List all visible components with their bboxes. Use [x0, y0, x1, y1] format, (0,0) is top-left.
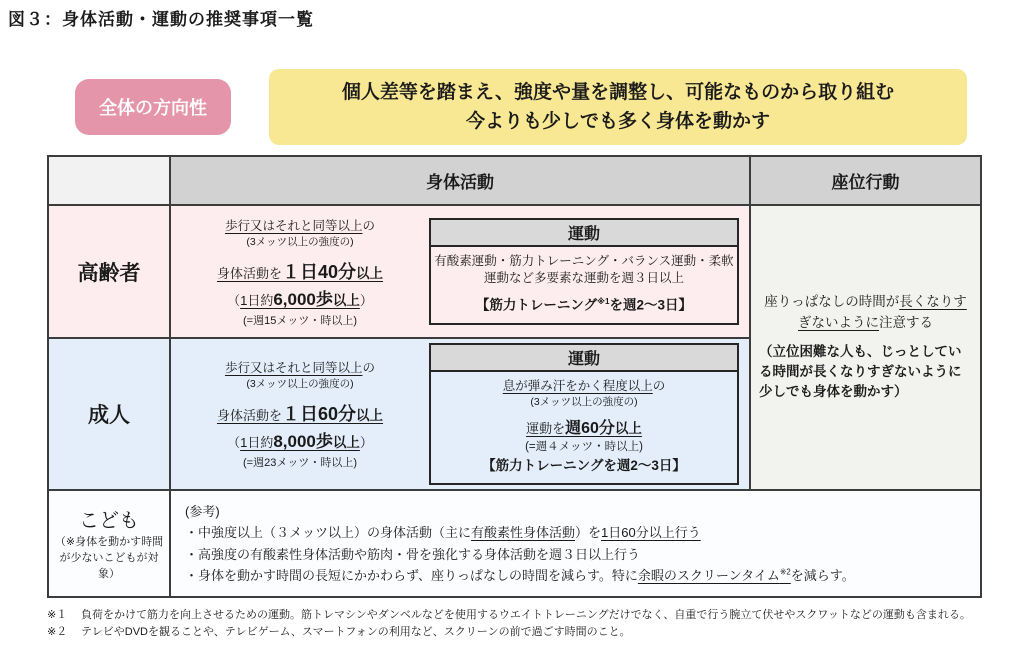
sedentary-main-text: 座りっぱなしの時間が長くなりすぎないように注意する: [764, 294, 967, 330]
adult-intensity-note: (3メッツ以上の強度の): [246, 378, 354, 390]
column-header-physical-activity: [171, 157, 749, 204]
elderly-activity-text: [171, 216, 429, 328]
sedentary-behavior-cell: [751, 206, 980, 489]
row-header-children: [49, 491, 169, 596]
sedentary-note-text: （立位困難な人も、じっとしている時間が長くなりすぎないように少しでも身体を動かす）: [759, 343, 962, 400]
footnote-1-text: 負荷をかけて筋力を向上させるための運動。筋トレマシンやダンベルなどを使用するウエイトトレーニングだけでなく、自重で行う腕立て伏せやスクワットなどの運動も含まれる。: [81, 609, 971, 621]
adult-activity-target: 身体活動を１日60分以上: [216, 404, 384, 424]
elderly-exercise-box-title: 運動: [431, 220, 737, 247]
elderly-label: 高齢者: [77, 261, 141, 285]
physical-activity-header-text: 身体活動: [426, 173, 494, 192]
adult-strength-training: 【筋力トレーニングを週2～3日】: [482, 457, 686, 473]
corner-cell: [49, 157, 169, 204]
adult-steps-target: （1日約8,000歩以上）: [227, 432, 373, 451]
children-label: こども: [79, 510, 139, 533]
children-reference-label: (参考): [185, 504, 220, 520]
adult-label: 成人: [88, 404, 130, 427]
adult-exercise-box-title: 運動: [431, 345, 737, 372]
footnote-ref-1: ※1: [597, 297, 610, 307]
children-bullet-3: ・身体を動かす時間の長短にかかわらず、座りっぱなしの時間を減らす。特に余暇のスクリーンタイム$^{※2}$を減らす。: [185, 567, 855, 583]
elderly-intensity-note: (3メッツ以上の強度の): [246, 235, 354, 248]
footnote-1-marker: ※１: [47, 609, 68, 621]
children-bullet-1: ・中強度以上（３メッツ以上）の身体活動（主に有酸素性身体活動）を1日60分以上行う: [185, 525, 701, 541]
adult-exercise-mets-note: (=週４メッツ・時以上): [525, 440, 643, 453]
overall-direction-label-text: 全体の方向性: [99, 98, 207, 118]
overall-direction-box: [269, 69, 967, 145]
footnote-2-text: テレビやDVDを観ることや、テレビゲーム、スマートフォンの利用など、スクリーンの前で過ごす時間のこと。: [81, 626, 631, 639]
direction-line1: 個人差等を踏まえ、強度や量を調整し、可能なものから取り組む: [341, 82, 895, 103]
column-header-sedentary: [751, 157, 980, 204]
elderly-activity-target: 身体活動を１日40分以上: [216, 261, 384, 282]
sedentary-header-text: 座位行動: [831, 173, 900, 192]
adult-activity-cell: [171, 339, 749, 489]
children-content-cell: [171, 491, 980, 596]
elderly-walk-line: 歩行又はそれと同等以上の: [224, 218, 376, 233]
elderly-exercise-description: 有酸素運動・筋力トレーニング・バランス運動・柔軟運動など多要素な運動を週３日以上: [434, 253, 734, 285]
footnote-ref-2: ※2: [779, 567, 791, 577]
children-bullet-2: ・高強度の有酸素性身体活動や筋肉・骨を強化する身体活動を週３日以上行う: [185, 546, 641, 562]
children-sublabel: （※身体を動かす時間が少ないこどもが対象）: [54, 536, 164, 580]
footnote-2-marker: ※２: [47, 626, 68, 639]
adult-exercise-box: [429, 343, 739, 485]
footnotes: [47, 607, 977, 641]
direction-line2: 今よりも少しでも多く身体を動かす: [465, 111, 770, 132]
adult-exercise-intensity-note: (3メッツ以上の強度の): [530, 396, 638, 409]
footnote-2: [47, 624, 977, 641]
adult-exercise-box-body: [431, 372, 737, 483]
row-header-adult: [49, 339, 169, 489]
adult-mets-note: (=週23メッツ・時以上): [243, 457, 357, 469]
elderly-strength-training: 【筋力トレーニング$^{※1}$を週2～3日】: [475, 297, 693, 313]
row-header-elderly: [49, 206, 169, 337]
adult-activity-text: [171, 358, 429, 470]
elderly-activity-cell: [171, 206, 749, 337]
overall-direction-label: [75, 79, 231, 135]
elderly-steps-target: （1日約6,000歩以上）: [227, 289, 373, 309]
adult-sweat-line: 息が弾み汗をかく程度以上の: [502, 378, 666, 393]
footnote-1: [47, 607, 977, 624]
elderly-mets-note: (=週15メッツ・時以上): [243, 314, 357, 327]
recommendation-table: [47, 155, 982, 598]
elderly-exercise-box-body: [431, 247, 737, 324]
adult-walk-line: 歩行又はそれと同等以上の: [224, 361, 376, 375]
adult-exercise-target: 運動を週60分以上: [526, 419, 642, 437]
elderly-exercise-box: [429, 218, 739, 326]
figure-title: 図３：身体活動・運動の推奨事項一覧: [8, 10, 314, 29]
